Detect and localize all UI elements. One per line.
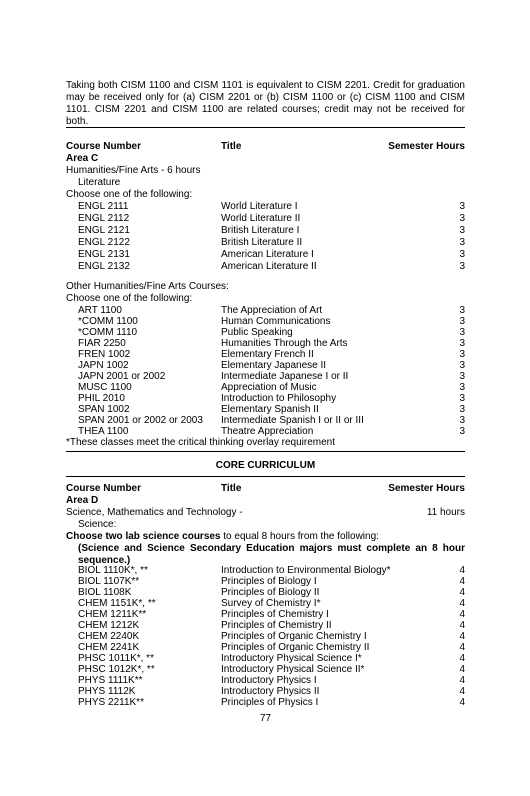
course-hours: 3 (459, 249, 465, 260)
header-title: Title (221, 483, 242, 494)
course-hours: 4 (459, 598, 465, 609)
course-number: PHSC 1012K*, ** (78, 664, 155, 675)
intro-paragraph: Taking both CISM 1100 and CISM 1101 is equivalent to CISM 2201. Credit for graduation may be received only for (a) CISM 2201 or (b) CISM 1100 or (c) CISM 1100 and CISM 1101. CISM 2201 and CISM 1100 are related courses; credit may not be received for both. (66, 80, 465, 127)
course-hours: 3 (459, 382, 465, 393)
course-title: Principles of Organic Chemistry I (221, 631, 367, 642)
header-semester-hours: Semester Hours (388, 483, 465, 494)
course-title: Principles of Chemistry I (221, 609, 329, 620)
course-title: The Appreciation of Art (221, 305, 323, 316)
course-title: Theatre Appreciation (221, 426, 314, 437)
course-hours: 3 (459, 371, 465, 382)
header-semester-hours: Semester Hours (388, 141, 465, 152)
course-title: Principles of Physics I (221, 697, 319, 708)
course-hours: 4 (459, 631, 465, 642)
course-title: Survey of Chemistry I* (221, 598, 321, 609)
course-number: PHYS 1111K** (78, 675, 143, 686)
course-number: *COMM 1100 (78, 316, 138, 327)
course-number: ENGL 2111 (78, 201, 129, 212)
course-title: Introductory Physical Science I* (221, 653, 362, 664)
area-d-category: Science, Mathematics and Technology - (66, 507, 243, 518)
table-header-area-c (66, 141, 465, 153)
course-number: FIAR 2250 (78, 338, 126, 349)
course-title: British Literature I (221, 225, 300, 236)
area-c-category-sub: Literature (78, 177, 121, 188)
course-title: Principles of Chemistry II (221, 620, 332, 631)
course-row (66, 213, 465, 225)
area-d-sequence-note (78, 543, 465, 567)
course-hours: 3 (459, 327, 465, 338)
course-number: THEA 1100 (78, 426, 129, 437)
course-hours: 4 (459, 664, 465, 675)
course-hours: 3 (459, 225, 465, 236)
choose-rest: to equal 8 hours from the following: (220, 531, 379, 542)
course-hours: 4 (459, 576, 465, 587)
course-title: Human Communications (221, 316, 331, 327)
area-d-category-row (66, 507, 465, 519)
course-row (66, 261, 465, 273)
area-c-label: Area C (66, 153, 99, 164)
course-number: JAPN 1002 (78, 360, 129, 371)
course-title: World Literature II (221, 213, 301, 224)
course-number: BIOL 1110K*, ** (78, 565, 148, 576)
sequence-note-text: (Science and Science Secondary Education majors must complete an 8 hour sequence.) (78, 543, 465, 566)
course-number: FREN 1002 (78, 349, 131, 360)
header-title: Title (221, 141, 242, 152)
course-hours: 3 (459, 360, 465, 371)
course-hours: 4 (459, 697, 465, 708)
course-number: ENGL 2122 (78, 237, 130, 248)
divider (66, 451, 465, 452)
area-c-choose: Choose one of the following: (66, 189, 193, 200)
course-number: ENGL 2132 (78, 261, 130, 272)
course-number: SPAN 2001 or 2002 or 2003 (78, 415, 203, 426)
course-hours: 3 (459, 415, 465, 426)
course-hours: 3 (459, 316, 465, 327)
course-number: *COMM 1110 (78, 327, 138, 338)
course-hours: 4 (459, 565, 465, 576)
course-title: Humanities Through the Arts (221, 338, 348, 349)
course-number: PHYS 2211K** (78, 697, 144, 708)
course-title: Introduction to Environmental Biology* (221, 565, 391, 576)
course-title: American Literature I (221, 249, 314, 260)
course-number: CHEM 2240K (78, 631, 140, 642)
core-curriculum-title: CORE CURRICULUM (215, 460, 316, 471)
course-row (66, 697, 465, 709)
course-number: MUSC 1100 (78, 382, 132, 393)
course-hours: 3 (459, 393, 465, 404)
course-title: Elementary Japanese II (221, 360, 327, 371)
course-hours: 4 (459, 609, 465, 620)
course-title: Principles of Organic Chemistry II (221, 642, 370, 653)
course-hours: 3 (459, 305, 465, 316)
course-row (66, 201, 465, 213)
course-number: CHEM 1212K (78, 620, 140, 631)
course-title: Introduction to Philosophy (221, 393, 337, 404)
choose-bold: Choose two lab science courses (66, 531, 221, 542)
course-title: Principles of Biology I (221, 576, 317, 587)
course-hours: 4 (459, 686, 465, 697)
course-hours: 3 (459, 213, 465, 224)
divider (66, 127, 465, 128)
critical-thinking-note: *These classes meet the critical thinking overlay requirement (66, 437, 336, 448)
area-d-label: Area D (66, 495, 99, 506)
course-title: Elementary Spanish II (221, 404, 319, 415)
area-d-hours: 11 hours (426, 507, 465, 518)
area-c-category: Humanities/Fine Arts - 6 hours (66, 165, 201, 176)
course-title: Public Speaking (221, 327, 293, 338)
course-hours: 4 (459, 587, 465, 598)
course-number: ENGL 2121 (78, 225, 130, 236)
course-row (66, 225, 465, 237)
course-number: BIOL 1107K** (78, 576, 140, 587)
course-number: JAPN 2001 or 2002 (78, 371, 166, 382)
course-title: Intermediate Spanish I or II or III (221, 415, 364, 426)
header-course-number: Course Number (66, 483, 142, 494)
table-header-area-d (66, 483, 465, 495)
course-title: Appreciation of Music (221, 382, 317, 393)
course-title: British Literature II (221, 237, 303, 248)
course-hours: 4 (459, 653, 465, 664)
course-number: SPAN 1002 (78, 404, 130, 415)
course-number: PHIL 2010 (78, 393, 125, 404)
course-title: Introductory Physics II (221, 686, 320, 697)
course-number: CHEM 1151K*, ** (78, 598, 156, 609)
course-title: Elementary French II (221, 349, 314, 360)
course-title: World Literature I (221, 201, 298, 212)
header-course-number: Course Number (66, 141, 142, 152)
course-number: ENGL 2131 (78, 249, 130, 260)
course-title: Introductory Physical Science II* (221, 664, 365, 675)
course-hours: 4 (459, 620, 465, 631)
course-hours: 3 (459, 426, 465, 437)
course-hours: 4 (459, 675, 465, 686)
area-d-category-sub: Science: (78, 519, 117, 530)
course-hours: 4 (459, 642, 465, 653)
course-title: Principles of Biology II (221, 587, 320, 598)
area-d-choose (66, 531, 465, 543)
course-title: Intermediate Japanese I or II (221, 371, 349, 382)
other-courses-label: Other Humanities/Fine Arts Courses: (66, 281, 229, 292)
course-hours: 3 (459, 338, 465, 349)
course-row (66, 249, 465, 261)
course-hours: 3 (459, 261, 465, 272)
course-title: Introductory Physics I (221, 675, 317, 686)
other-choose: Choose one of the following: (66, 293, 193, 304)
course-row (66, 237, 465, 249)
course-number: ENGL 2112 (78, 213, 130, 224)
course-number: BIOL 1108K (78, 587, 132, 598)
course-title: American Literature II (221, 261, 317, 272)
course-number: PHSC 1011K*, ** (78, 653, 154, 664)
course-number: CHEM 2241K (78, 642, 140, 653)
course-number: ART 1100 (78, 305, 122, 316)
divider (66, 476, 465, 477)
page-number: 77 (259, 713, 272, 724)
course-hours: 3 (459, 201, 465, 212)
course-hours: 3 (459, 237, 465, 248)
course-hours: 3 (459, 349, 465, 360)
course-hours: 3 (459, 404, 465, 415)
course-number: PHYS 1112K (78, 686, 136, 697)
course-number: CHEM 1211K** (78, 609, 147, 620)
